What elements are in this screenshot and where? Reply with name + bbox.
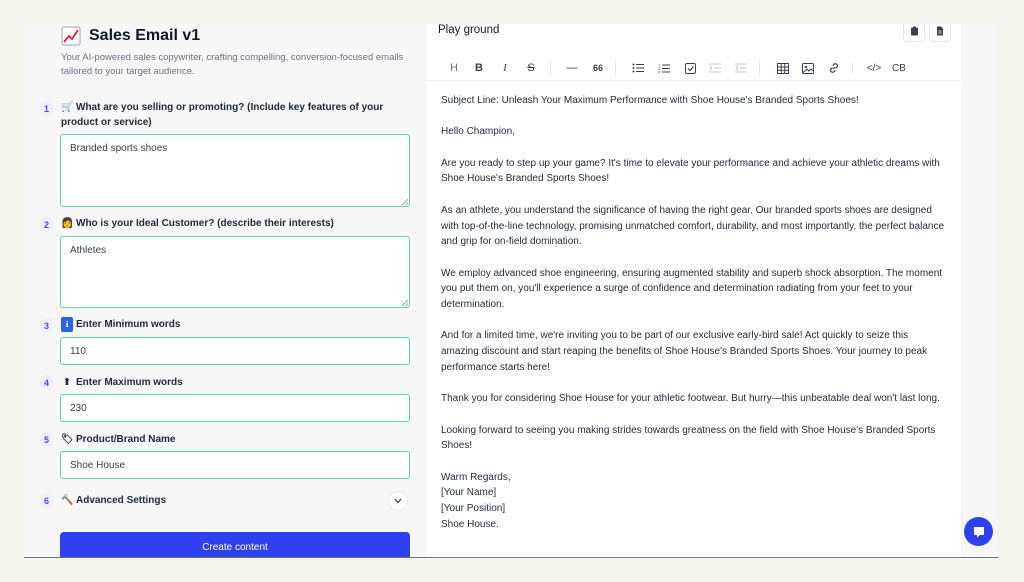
outdent-icon[interactable] <box>705 59 725 77</box>
min-words-input[interactable] <box>60 337 410 365</box>
customer-textarea[interactable] <box>60 236 410 308</box>
email-signature-name: [Your Name] <box>441 487 497 499</box>
field-label-text: Enter Maximum words <box>76 377 183 388</box>
min-words-value: 110 <box>70 345 86 357</box>
resize-handle[interactable] <box>402 199 408 205</box>
brand-name-value: Shoe House <box>70 459 126 471</box>
field-number: 3 <box>39 318 54 333</box>
strikethrough-button[interactable]: S <box>527 62 535 74</box>
email-paragraph: As an athlete, you understand the significance of having the right gear. Our branded sports shoes are designed with top-of-the-line technology, promising unmatched comfort, durability, and most importantly, the perfect balance and grip for on-field domination. <box>441 204 945 248</box>
horizontal-rule-button[interactable]: — <box>566 62 578 74</box>
max-words-input[interactable] <box>60 394 410 422</box>
chat-icon <box>972 525 986 539</box>
field-label-brand <box>61 432 391 447</box>
right-gutter <box>961 24 998 558</box>
field-number: 1 <box>39 101 54 116</box>
info-icon: ℹ <box>61 317 73 332</box>
bullet-list-icon[interactable] <box>628 59 648 77</box>
field-label-text: Product/Brand Name <box>76 434 176 445</box>
field-number: 2 <box>39 217 54 232</box>
numbered-list-icon[interactable] <box>654 59 674 77</box>
form-panel <box>24 24 425 558</box>
field-label-text: Enter Minimum words <box>76 319 181 330</box>
document-icon[interactable] <box>929 24 951 42</box>
customer-value: Athletes <box>70 245 107 256</box>
field-label-text: Who is your Ideal Customer? (describe their interests) <box>76 218 334 229</box>
create-content-button[interactable]: Create content <box>60 532 410 558</box>
app-title: Sales Email v1 <box>89 27 201 44</box>
app-frame <box>24 24 998 558</box>
editor-toolbar <box>426 55 962 81</box>
code-block-button[interactable]: CB <box>892 62 906 74</box>
up-arrow-icon: ⬆ <box>62 377 72 388</box>
heading-button[interactable]: H <box>450 62 458 74</box>
field-label-text: Advanced Settings <box>76 495 167 506</box>
email-subject: Subject Line: Unleash Your Maximum Performance with Shoe House's Branded Sports Shoes! <box>441 95 859 106</box>
email-signature-company: Shoe House. <box>441 518 499 530</box>
advanced-settings-toggle[interactable] <box>61 493 391 508</box>
toolbar-divider <box>615 61 616 75</box>
email-signoff: Warm Regards, <box>441 471 511 483</box>
code-inline-button[interactable]: </> <box>866 62 882 74</box>
product-value: Branded sports shoes <box>70 143 168 154</box>
italic-button[interactable]: I <box>503 62 507 74</box>
email-greeting: Hello Champion, <box>441 126 515 138</box>
image-icon[interactable] <box>798 59 818 77</box>
bold-button[interactable]: B <box>475 62 483 74</box>
field-number: 4 <box>39 375 54 390</box>
toolbar-divider <box>852 61 853 75</box>
email-paragraph: Looking forward to seeing you making strides towards greatness on the field with Shoe House's Branded Sports Shoes! <box>441 424 936 452</box>
svg-text:2: 2 <box>658 66 661 71</box>
playground-panel <box>425 24 961 558</box>
email-paragraph: Thank you for considering Shoe House for your athletic footwear. But hurry—this unbeatable deal won't last long. <box>441 393 940 405</box>
field-number: 6 <box>39 493 54 508</box>
chat-support-button[interactable] <box>964 517 993 546</box>
field-label-min-words <box>61 317 391 332</box>
max-words-value: 230 <box>70 402 87 414</box>
chevron-down-icon[interactable] <box>388 491 408 511</box>
product-textarea[interactable] <box>60 134 410 207</box>
table-icon[interactable] <box>773 59 793 77</box>
field-label-customer <box>61 216 391 231</box>
quote-button[interactable]: 66 <box>592 63 603 73</box>
link-icon[interactable] <box>824 59 844 77</box>
clipboard-icon[interactable] <box>903 24 925 42</box>
svg-text:1: 1 <box>658 63 661 67</box>
email-paragraph: We employ advanced shoe engineering, ensuring augmented stability and superb shock absorption. The moment you put them on, you'll experience a surge of confidence and determination radiating from your feet to your determination. <box>441 267 943 311</box>
toolbar-divider <box>759 61 760 75</box>
person-icon: 👩 <box>61 218 74 229</box>
app-subtitle: Your AI-powered sales copywriter, crafting compelling, conversion-focused emails tailored to your target audience. <box>61 52 404 77</box>
resize-handle[interactable] <box>402 300 408 306</box>
email-signature-position: [Your Position] <box>441 503 506 515</box>
playground-title: Play ground <box>438 24 500 36</box>
indent-icon[interactable] <box>731 59 751 77</box>
toolbar-divider <box>550 61 551 75</box>
tag-icon: 🏷 <box>61 434 74 445</box>
checklist-icon[interactable] <box>680 59 700 77</box>
email-paragraph: Are you ready to step up your game? It's time to elevate your performance and achieve your athletic dreams with Shoe House's Branded Sports Shoes! <box>441 157 940 185</box>
email-paragraph: And for a limited time, we're inviting you to be part of our exclusive early-bird sale! Act quickly to seize this amazing discount and start reaping the benefits of Shoe House's Branded Sports Shoes. Your journey to peak performance starts here! <box>441 330 928 373</box>
hammer-icon: 🔨 <box>61 495 74 506</box>
title-row <box>61 26 200 46</box>
field-label-text: What are you selling or promoting? (Include key features of your product or service) <box>61 102 384 128</box>
field-label-product <box>61 100 391 130</box>
svg-text:3: 3 <box>658 70 661 74</box>
field-label-max-words <box>61 375 391 390</box>
chart-increasing-icon <box>61 26 81 46</box>
field-number: 5 <box>39 432 54 447</box>
shopping-cart-icon: 🛒 <box>61 102 74 113</box>
editor-content[interactable] <box>441 93 946 533</box>
brand-name-input[interactable] <box>60 451 410 479</box>
